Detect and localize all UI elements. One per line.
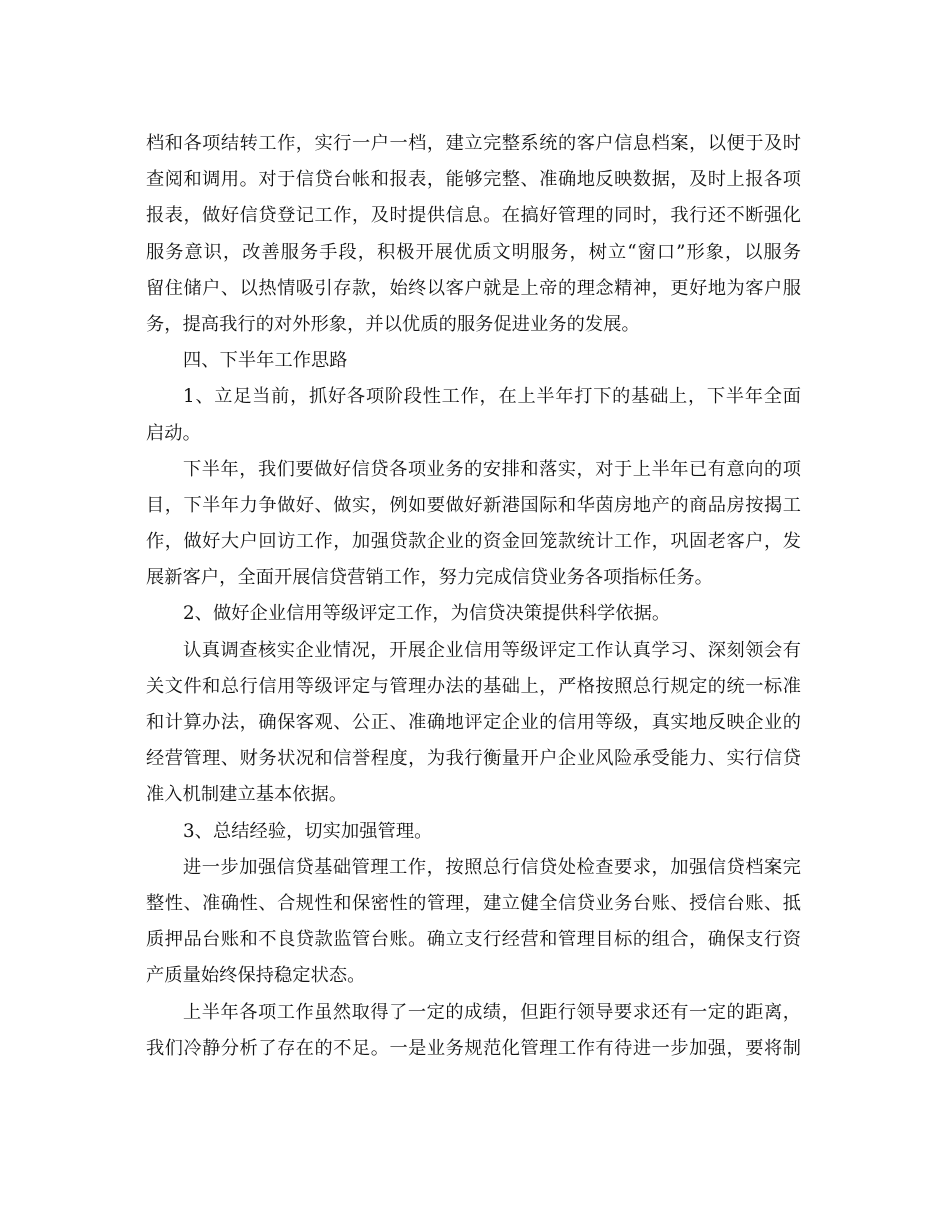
- text-line: 和计算办法，确保客观、公正、准确地评定企业的信用等级，真实地反映企业的: [146, 712, 801, 733]
- section-heading: 四、下半年工作思路: [183, 350, 348, 372]
- text-line: 报表，做好信贷登记工作，及时提供信息。在搞好管理的同时，我行还不断强化: [146, 205, 801, 227]
- subsection-heading: 3、总结经验，切实加强管理。: [183, 820, 433, 842]
- text-line: 服务意识，改善服务手段，积极开展优质文明服务，树立“窗口”形象，以服务: [146, 241, 801, 263]
- text-line: 质押品台账和不良贷款监管台账。确立支行经营和管理目标的组合，确保支行资: [146, 929, 801, 951]
- text-line: 关文件和总行信用等级评定与管理办法的基础上，严格按照总行规定的统一标准: [146, 675, 801, 697]
- subsection-heading: 1、立足当前，抓好各项阶段性工作，在上半年打下的基础上，下半年全面: [183, 386, 801, 408]
- text-line: 启动。: [146, 422, 201, 444]
- text-line: 留住储户、以热情吸引存款，始终以客户就是上帝的理念精神，更好地为客户服: [146, 277, 801, 299]
- text-line: 务，提高我行的对外形象，并以优质的服务促进业务的发展。: [146, 313, 640, 335]
- text-line: 准入机制建立基本依据。: [146, 784, 348, 806]
- text-line: 产质量始终保持稳定状态。: [146, 965, 366, 987]
- text-line: 目，下半年力争做好、做实，例如要做好新港国际和华茵房地产的商品房按揭工: [146, 494, 801, 516]
- text-line: 经营管理、财务状况和信誉程度，为我行衡量开户企业风险承受能力、实行信贷: [146, 748, 801, 770]
- text-line: 我们冷静分析了存在的不足。一是业务规范化管理工作有待进一步加强，要将制: [146, 1037, 801, 1059]
- text-line: 整性、准确性、合规性和保密性的管理，建立健全信贷业务台账、授信台账、抵: [146, 892, 801, 914]
- paragraph-first-line: 认真调查核实企业情况，开展企业信用等级评定工作认真学习、深刻领会有: [183, 639, 801, 661]
- paragraph-first-line: 上半年各项工作虽然取得了一定的成绩，但距行领导要求还有一定的距离，: [183, 1001, 801, 1023]
- text-line: 作，做好大户回访工作，加强贷款企业的资金回笼款统计工作，巩固老客户，发: [146, 531, 801, 553]
- text-line: 展新客户，全面开展信贷营销工作，努力完成信贷业务各项指标任务。: [146, 567, 713, 589]
- subsection-heading: 2、做好企业信用等级评定工作，为信贷决策提供科学依据。: [183, 603, 671, 625]
- text-line: 档和各项结转工作，实行一户一档，建立完整系统的客户信息档案，以便于及时: [146, 133, 801, 154]
- paragraph-first-line: 进一步加强信贷基础管理工作，按照总行信贷处检查要求，加强信贷档案完: [183, 856, 801, 878]
- document-body: [146, 126, 801, 1067]
- paragraph-first-line: 下半年，我们要做好信贷各项业务的安排和落实，对于上半年已有意向的项: [183, 458, 801, 480]
- text-line: 查阅和调用。对于信贷台帐和报表，能够完整、准确地反映数据，及时上报各项: [146, 169, 801, 191]
